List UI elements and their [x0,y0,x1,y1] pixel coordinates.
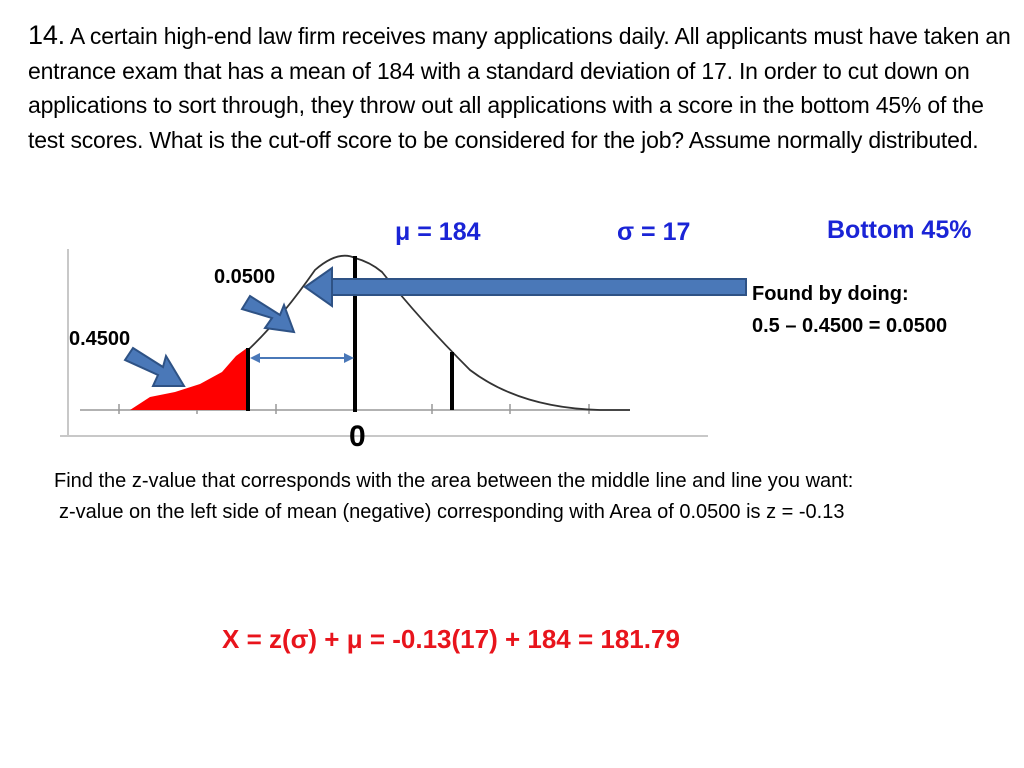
found-title: Found by doing: [752,283,909,305]
explanation-line-2: z-value on the left side of mean (negative) corresponding with Area of 0.0500 is z = -0.13 [59,501,845,523]
found-arrow [305,268,746,306]
tail-pointer-arrow [125,348,184,386]
tail-area-label: 0.4500 [69,328,131,350]
area-between-arrow [250,353,354,363]
found-by-note [752,278,947,342]
problem-text: A certain high-end law firm receives many applications daily. All applicants must have taken an entrance exam that has a mean of 184 with a standard deviation of 17. In order to cut down on applications to sort through, they throw out all applications with a score in the bottom 45% of the test scores. What is the cut-off score to be considered for the job? Assume normally distributed. [28,23,1011,153]
std-dev-label: σ = 17 [617,218,691,246]
explanation-line-1: Find the z-value that corresponds with the area between the middle line and line you want: [54,470,854,492]
answer-formula: X = z(σ) + μ = -0.13(17) + 184 = 181.79 [222,624,680,654]
bottom-percent-label: Bottom 45% [827,216,972,244]
small-area-pointer-arrow [242,296,294,332]
mean-zero-label: 0 [349,420,366,453]
small-area-label: 0.0500 [214,266,276,288]
mean-label: μ = 184 [395,218,481,246]
problem-number: 14. [28,20,65,50]
found-calculation: 0.5 – 0.4500 = 0.0500 [752,315,948,337]
